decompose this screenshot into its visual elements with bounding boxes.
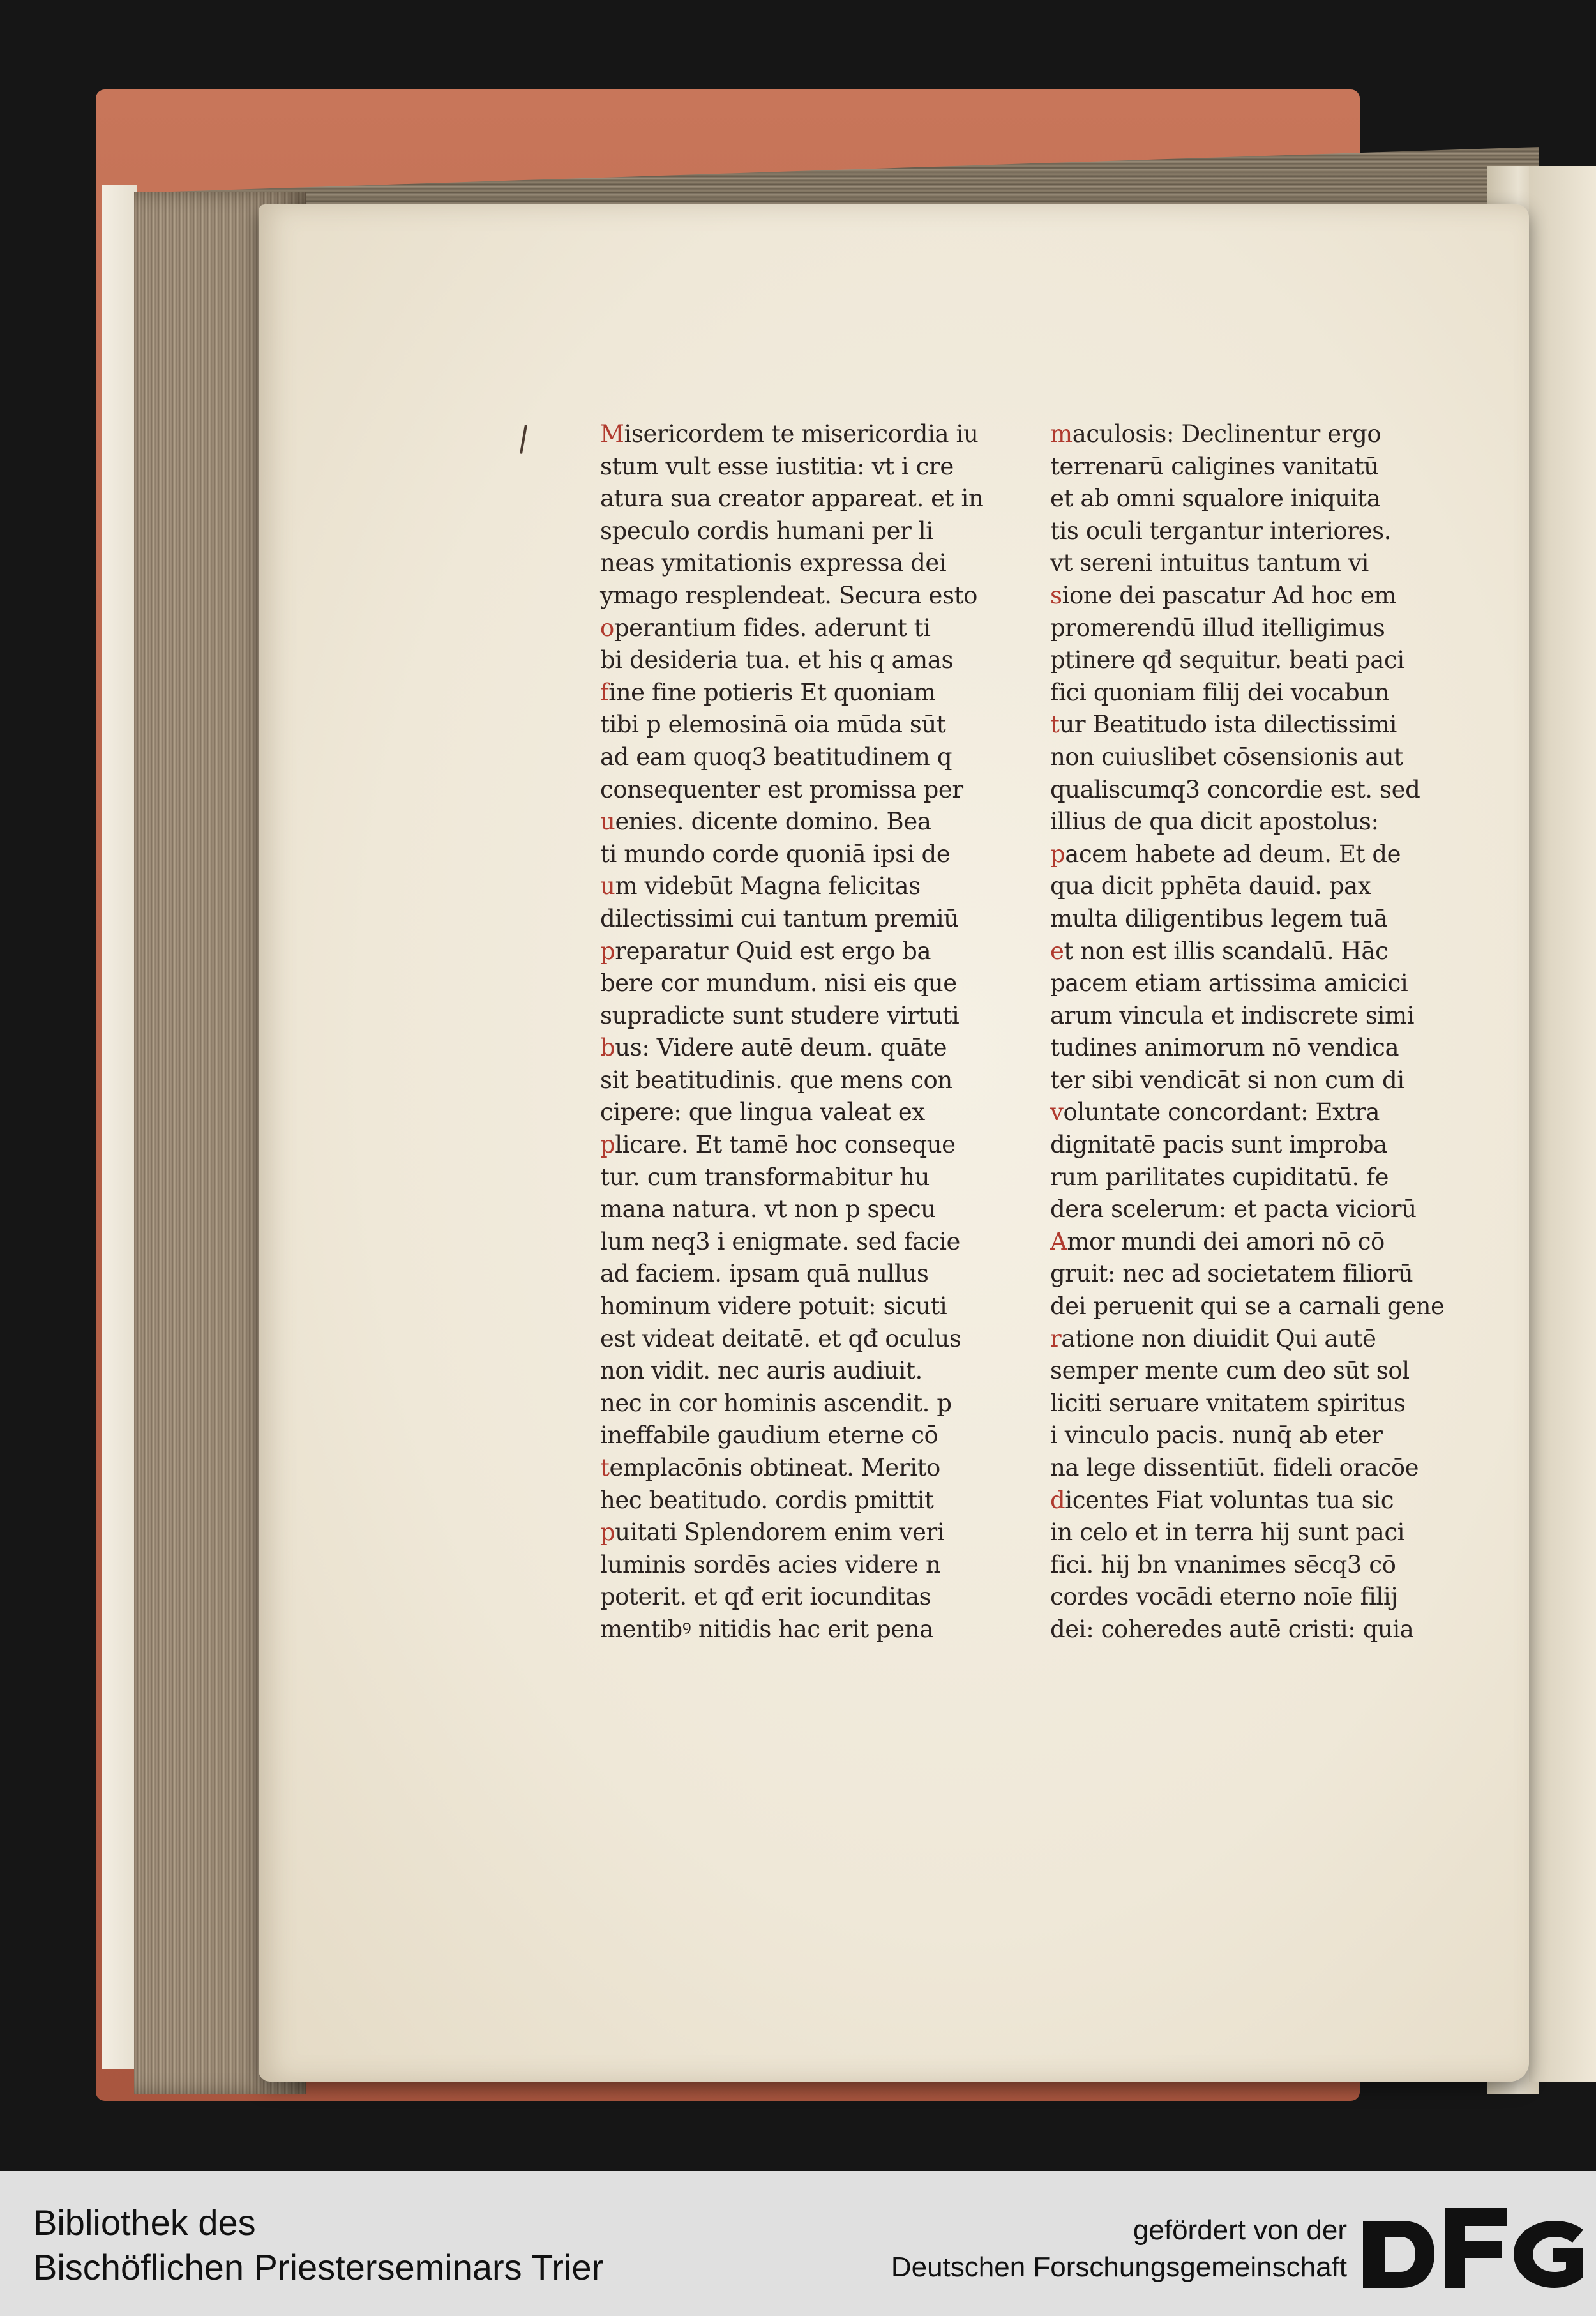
text-line: hec beatitudo. cordis pmittit <box>600 1486 934 1514</box>
text-line: dicentes Fiat voluntas tua sic <box>1050 1486 1394 1514</box>
library-name <box>33 2200 603 2290</box>
text-line: dei: coheredes autē cristi: quia <box>1050 1615 1414 1643</box>
text-line: supradicte sunt studere virtuti <box>600 1001 960 1029</box>
text-column-left <box>600 418 983 1646</box>
text-line: pacem etiam artissima amicici <box>1050 969 1408 997</box>
text-line: multa diligentibus legem tuā <box>1050 904 1388 932</box>
text-line: tur. cum transformabitur hu <box>600 1163 930 1191</box>
text-line: um videbūt Magna felicitas <box>600 872 921 900</box>
text-line: neas ymitationis expressa dei <box>600 549 947 577</box>
text-line: et non est illis scandalū. Hāc <box>1050 937 1389 965</box>
text-line: consequenter est promissa per <box>600 775 963 803</box>
text-line: bere cor mundum. nisi eis que <box>600 969 957 997</box>
text-line: sit beatitudinis. que mens con <box>600 1066 952 1094</box>
library-name-line1: Bibliothek des <box>33 2202 256 2243</box>
text-line: cipere: que lingua valeat ex <box>600 1098 925 1126</box>
funding-line2: Deutschen Forschungsgemeinschaft <box>891 2252 1347 2283</box>
text-line: rum parilitates cupiditatū. fe <box>1050 1163 1389 1191</box>
text-line: liciti seruare vnitatem spiritus <box>1050 1389 1406 1417</box>
text-line: na lege dissentiūt. fideli oracōe <box>1050 1454 1419 1481</box>
text-line: hominum videre potuit: sicuti <box>600 1292 947 1321</box>
text-line: ymago resplendeat. Secura esto <box>600 581 977 609</box>
text-line: qualiscumq3 concordie est. sed <box>1050 775 1420 803</box>
text-line: sione dei pascatur Ad hoc em <box>1050 581 1396 609</box>
text-line: lum neq3 i enigmate. sed facie <box>600 1227 961 1255</box>
dfg-logo <box>1363 2208 1583 2288</box>
text-line: tudines animorum nō vendica <box>1050 1034 1399 1062</box>
text-line: uenies. dicente domino. Bea <box>600 808 931 836</box>
text-line: tibi p elemosinā oia mūda sūt <box>600 711 946 739</box>
text-line: puitati Splendorem enim veri <box>600 1518 945 1547</box>
text-line: speculo cordis humani per li <box>600 517 933 545</box>
text-line: terrenarū caligines vanitatū <box>1050 452 1379 480</box>
text-line: ratione non diuidit Qui autē <box>1050 1324 1376 1352</box>
text-line: dei peruenit qui se a carnali gene <box>1050 1292 1445 1321</box>
text-line: mana natura. vt non p specu <box>600 1195 936 1223</box>
endpaper <box>102 185 137 2069</box>
text-line: ad faciem. ipsam quā nullus <box>600 1260 929 1288</box>
footer-banner <box>0 2171 1596 2316</box>
text-line: arum vincula et indiscrete simi <box>1050 1001 1415 1029</box>
text-column-right <box>1050 418 1445 1646</box>
text-line: plicare. Et tamē hoc conseque <box>600 1131 956 1159</box>
text-line: templacōnis obtineat. Merito <box>600 1454 940 1481</box>
text-line: qua dicit pphēta dauid. pax <box>1050 872 1371 900</box>
text-line: stum vult esse iustitia: vt i cre <box>600 452 954 480</box>
text-line: dera scelerum: et pacta viciorū <box>1050 1195 1417 1223</box>
text-line: dilectissimi cui tantum premiū <box>600 904 959 932</box>
text-line: gruit: nec ad societatem filiorū <box>1050 1260 1413 1288</box>
text-line: bi desideria tua. et his q amas <box>600 646 954 674</box>
text-line: atura sua creator appareat. et in <box>600 485 984 513</box>
text-line: pacem habete ad deum. Et de <box>1050 840 1401 868</box>
funding-line1: gefördert von der <box>1133 2214 1347 2246</box>
text-line: luminis sordēs acies videre n <box>600 1550 941 1578</box>
text-line: ptinere qđ sequitur. beati paci <box>1050 646 1404 674</box>
text-line: tis oculi tergantur interiores. <box>1050 517 1392 545</box>
text-line: maculosis: Declinentur ergo <box>1050 420 1381 448</box>
text-line: ti mundo corde quoniā ipsi de <box>600 840 951 868</box>
text-line: non vidit. nec auris audiuit. <box>600 1357 922 1385</box>
text-line: bus: Videre autē deum. quāte <box>600 1034 947 1062</box>
text-line: operantium fides. aderunt ti <box>600 614 931 642</box>
text-line: non cuiuslibet cōsensionis aut <box>1050 743 1403 771</box>
text-line: illius de qua dicit apostolus: <box>1050 808 1379 836</box>
text-line: Misericordem te misericordia iu <box>600 420 979 448</box>
text-line: i vinculo pacis. nunq̄ ab eter <box>1050 1421 1383 1449</box>
text-line: poterit. et qđ erit iocunditas <box>600 1583 931 1611</box>
text-line: est videat deitatē. et qđ oculus <box>600 1324 961 1352</box>
text-line: vt sereni intuitus tantum vi <box>1050 549 1369 577</box>
text-line: preparatur Quid est ergo ba <box>600 937 931 965</box>
text-line: semper mente cum deo sūt sol <box>1050 1357 1410 1385</box>
text-line: tur Beatitudo ista dilectissimi <box>1050 711 1397 739</box>
text-line: Amor mundi dei amori nō cō <box>1050 1227 1385 1255</box>
facing-page <box>1529 166 1596 2082</box>
text-line: fici. hij bn vnanimes sēcq3 cō <box>1050 1550 1396 1578</box>
text-line: ad eam quoq3 beatitudinem q <box>600 743 952 771</box>
text-line: dignitatē pacis sunt improba <box>1050 1131 1387 1159</box>
text-line: mentibꝰ nitidis hac erit pena <box>600 1615 934 1643</box>
text-line: voluntate concordant: Extra <box>1050 1098 1380 1126</box>
text-line: fici quoniam filij dei vocabun <box>1050 678 1390 706</box>
text-line: in celo et in terra hij sunt paci <box>1050 1518 1405 1547</box>
text-line: fine fine potieris Et quoniam <box>600 678 936 706</box>
text-line: et ab omni squalore iniquita <box>1050 485 1381 513</box>
text-line: nec in cor hominis ascendit. p <box>600 1389 952 1417</box>
text-line: ter sibi vendicāt si non cum di <box>1050 1066 1404 1094</box>
text-line: promerendū illud itelligimus <box>1050 614 1385 642</box>
text-line: cordes vocādi eterno noīe filij <box>1050 1583 1398 1611</box>
library-name-line2: Bischöflichen Priesterseminars Trier <box>33 2247 604 2287</box>
text-line: ineffabile gaudium eterne cō <box>600 1421 938 1449</box>
funding-credit <box>891 2212 1347 2286</box>
